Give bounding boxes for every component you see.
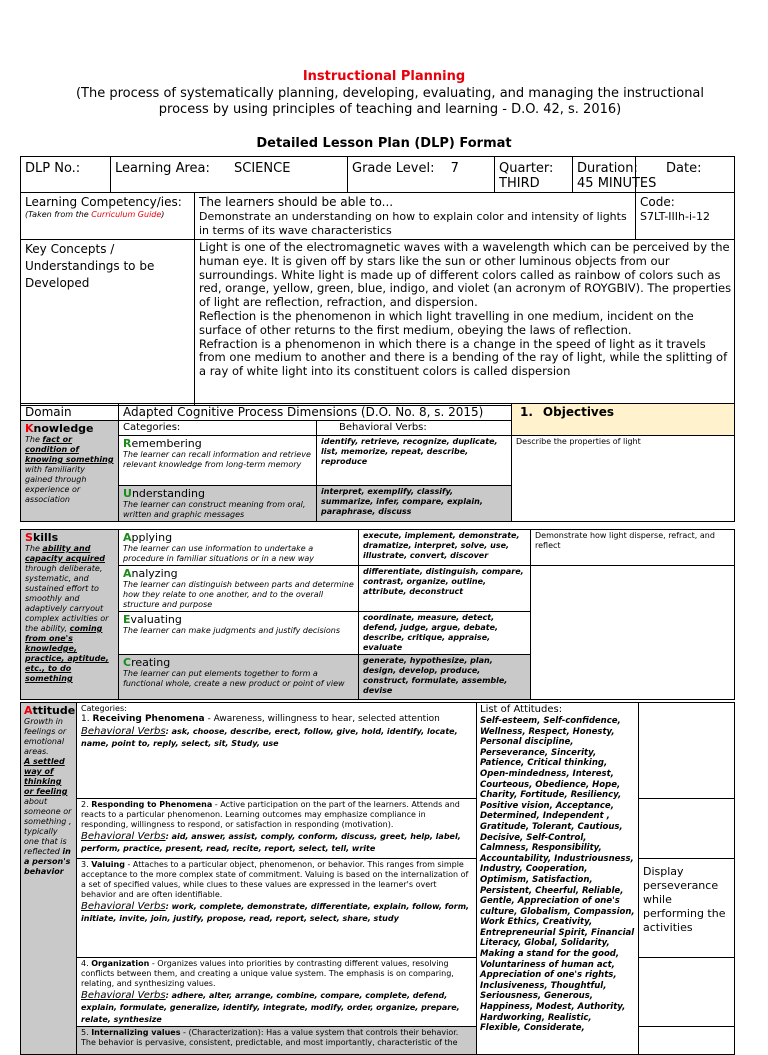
applying-verbs: execute, implement, demonstrate, dramatize, interpret, solve, use, illustrate, convert, discover (359, 530, 531, 566)
code-value: S7LT-IIIh-i-12 (640, 210, 711, 223)
skills-objective: Demonstrate how light disperse, refract, and reflect (531, 530, 735, 566)
dlp-table-knowledge (20, 403, 735, 522)
understanding-verbs: interpret, exemplify, classify, summarize, infer, compare, explain, paraphrase, discuss (317, 486, 512, 522)
quarter-label: Quarter: (499, 161, 554, 176)
attitude-title: Attitude (24, 704, 76, 717)
knowledge-objective: Describe the properties of light (512, 436, 735, 522)
understanding-title: Understanding (123, 487, 205, 500)
attitude-receiving-cell (77, 703, 477, 799)
attitude-objective-blank-2 (639, 799, 735, 859)
dimensions-header: Adapted Cognitive Process Dimensions (D.O. No. 8, s. 2015) (119, 404, 512, 421)
learning-area-cell (111, 157, 348, 193)
attitude-valuing-cell (77, 859, 477, 958)
organization-verbs: Behavioral Verbs: adhere, alter, arrange, combine, compare, complete, defend, explain, formulate, generalize, identify, integrate, modify, order, organize, prepare, relate, synthesize (81, 990, 460, 1024)
knowledge-desc: The fact or condition of knowing something with familiarity gained through experience or association (25, 435, 114, 504)
attitude-objective-blank-5 (639, 1027, 735, 1055)
attitude-objective-blank-1 (639, 703, 735, 799)
attitude-objective-blank-4 (639, 958, 735, 1027)
duration-value: 45 MINUTES (577, 176, 657, 191)
duration-label: Duration: (577, 161, 638, 176)
competency-label: Learning Competency/ies: (25, 195, 182, 209)
dlp-table-attitude (20, 702, 735, 1055)
remembering-row (21, 436, 735, 486)
competency-intro: The learners should be able to... (199, 195, 394, 209)
competency-text-cell (195, 193, 636, 240)
attitude-desc: Growth in feelings or emotional areas. A settled way of thinking or feeling about someone or something , typically one that is reflected in a person's behavior (24, 717, 72, 876)
dlp-format-title: Detailed Lesson Plan (DLP) Format (256, 136, 512, 151)
analyzing-row (21, 566, 735, 612)
dlp-table-skills (20, 529, 735, 700)
evaluating-desc: The learner can make judgments and justify decisions (123, 626, 341, 635)
key-concepts-p3: Refraction is a phenomenon in which there is a change in the speed of light as it travels from one medium to another and there is a bending of the ray of light, while the splitting of a ray of white light into its constituent colors is called dispersion (199, 336, 728, 379)
receiving-verbs: Behavioral Verbs: ask, choose, describe, erect, follow, give, hold, identify, locate, name, point to, reply, select, sit, Study, use (81, 726, 458, 748)
competency-row (21, 193, 735, 240)
competency-note: (Taken from the Curriculum Guide) (25, 210, 165, 219)
page-subtitle: (The process of systematically planning, developing, evaluating, and managing the instructional process by using principles of teaching and learning - D.O. 42, s. 2016) (75, 86, 705, 117)
evaluating-verbs: coordinate, measure, detect, defend, judge, argue, debate, describe, critique, appraise, evaluate (359, 612, 531, 655)
key-concepts-p1: Light is one of the electromagnetic waves with a wavelength which can be perceived by the human eye. It is given off by stars like the sun or other luminous objects from our surroundings. White light is made up of different colors called as rainbow of colors such as red, orange, yellow, green, blue, indigo, and violet (an acronym of ROYGBIV). The properties of light are reflection, refraction, and dispersion. (199, 240, 732, 310)
duration-cell (573, 157, 657, 193)
skills-domain-cell (21, 530, 119, 700)
key-concepts-row (21, 240, 735, 406)
attitude-domain-cell (21, 703, 77, 1055)
domain-header: Domain (21, 404, 119, 421)
internalizing-desc: 5. Internalizing values - (Characterization): Has a value system that controls their behavior. The behavior is pervasive, consistent, predictable, and most importantly, characteristic of the (81, 1028, 459, 1047)
remembering-cell (119, 436, 317, 486)
competency-text: Demonstrate an understanding on how to explain color and intensity of lights in terms of its wave characteristics (199, 210, 627, 237)
understanding-desc: The learner can construct meaning from oral, written and graphic messages (123, 500, 306, 519)
attitude-row-1 (21, 703, 735, 799)
creating-desc: The learner can put elements together to form a functional whole, create a new product or point of view (123, 669, 345, 688)
quarter-value: THIRD (499, 176, 540, 191)
grade-level-label: Grade Level: (352, 161, 435, 176)
attitude-organization-cell (77, 958, 477, 1027)
objectives-header: 1. Objectives (512, 404, 735, 436)
remembering-title: Remembering (123, 437, 202, 450)
attitude-responding-cell (77, 799, 477, 859)
creating-verbs: generate, hypothesize, plan, design, develop, produce, construct, formulate, assemble, devise (359, 655, 531, 700)
responding-desc: 2. Responding to Phenomena - Active participation on the part of the learners. Attends and reacts to a particular phenomenon. Learning outcomes may emphasize compliance in responding, willingness to respond, or satisfaction in responding (motivation). (81, 800, 460, 829)
attitude-objective: Display perseverance while performing the activities (639, 859, 735, 958)
skills-objective-blank (531, 566, 735, 700)
organization-desc: 4. Organization - Organizes values into priorities by contrasting different values, resolving conflicts between them, and creating a unique value system. The emphasis is on comparing, relating, and synthesizing values. (81, 959, 454, 988)
attitude-list-cell (477, 703, 639, 1055)
competency-code-cell (636, 193, 735, 240)
evaluating-title: Evaluating (123, 613, 182, 626)
creating-cell (119, 655, 359, 700)
dlp-no-label: DLP No.: (21, 157, 111, 193)
page-title: Instructional Planning (302, 69, 466, 84)
analyzing-title: Analyzing (123, 567, 178, 580)
key-concepts-p2: Reflection is the phenomenon in which light travelling in one medium, incident on the surface of other returns to the first medium, obeying the laws of reflection. (199, 308, 694, 337)
skills-desc: The ability and capacity acquired through deliberate, systematic, and sustained effort to smoothly and adaptively carryout complex activities or the ability, coming from one's knowledge, practice, aptitude, etc., to do something (25, 544, 109, 683)
dlp-table-main (20, 156, 735, 406)
code-label: Code: (640, 195, 675, 209)
info-row (21, 157, 735, 193)
categories-label: Categories: (119, 421, 317, 436)
domain-header-row (21, 404, 735, 421)
applying-row (21, 530, 735, 566)
attitude-list: Self-esteem, Self-confidence, Wellness, Respect, Honesty, Personal discipline, Perseverance, Sincerity, Patience, Critical thinking, Open-mindedness, Interest, Courteous, Obedience, Hope, Charity, Fortitude, Resiliency, Positive vision, Acceptance, Determined, Independent , Gratitude, Tolerant, Cautious, Decisive, Self-Control, Calmness, Responsibility, Accountability, Industriousness, Industry, Cooperation, Optimism, Satisfaction, Persistent, Cheerful, Reliable, Gentle, Appreciation of one's culture, Globalism, Compassion, Work Ethics, Creativity, Entrepreneurial Spirit, Financial Literacy, Global, Solidarity, Making a stand for the good, Voluntariness of human act, Appreciation of one's rights, Inclusiveness, Thoughtful, Seriousness, Generous, Happiness, Modest, Authority, Hardworking, Realistic, Flexible, Considerate, (480, 716, 635, 1034)
analyzing-cell (119, 566, 359, 612)
attitude-list-title: List of Attitudes: (480, 704, 563, 715)
applying-title: Applying (123, 531, 173, 544)
knowledge-title: Knowledge (25, 422, 94, 435)
skills-title: Skills (25, 531, 59, 544)
remembering-verbs: identify, retrieve, recognize, duplicate, list, memorize, repeat, describe, reproduce (317, 436, 512, 486)
key-concepts-label: Key Concepts / Understandings to be Developed (21, 240, 195, 406)
valuing-verbs: Behavioral Verbs: work, complete, demonstrate, differentiate, explain, follow, form, initiate, invite, join, justify, propose, read, report, select, share, study (81, 901, 470, 923)
grade-level-value: 7 (450, 161, 459, 176)
behavioral-verbs-label: Behavioral Verbs: (317, 421, 512, 436)
analyzing-verbs: differentiate, distinguish, compare, contrast, organize, outline, attribute, deconstruct (359, 566, 531, 612)
applying-desc: The learner can use information to undertake a procedure in familiar situations or in a new way (123, 544, 315, 563)
date-label: Date: (636, 157, 735, 193)
key-concepts-text (195, 240, 735, 406)
grade-level-cell (348, 157, 495, 193)
attitude-internalizing-cell (77, 1027, 477, 1055)
applying-cell (119, 530, 359, 566)
quarter-cell (495, 157, 573, 193)
receiving-title: 1. Receiving Phenomena - Awareness, willingness to hear, selected attention (81, 714, 440, 724)
knowledge-domain-cell (21, 421, 119, 522)
learning-area-value: SCIENCE (234, 161, 291, 176)
competency-label-cell (21, 193, 195, 240)
evaluating-cell (119, 612, 359, 655)
analyzing-desc: The learner can distinguish between parts and determine how they relate to one another, and to the overall structure and purpose (123, 580, 354, 609)
responding-verbs: Behavioral Verbs: aid, answer, assist, comply, conform, discuss, greet, help, label, perform, practice, present, read, recite, report, select, tell, write (81, 831, 461, 853)
creating-title: Creating (123, 656, 171, 669)
learning-area-label: Learning Area: (115, 161, 210, 176)
valuing-desc: 3. Valuing - Attaches to a particular object, phenomenon, or behavior. This ranges from simple acceptance to the more complex state of commitment. Valuing is based on the internalization of a set of specified values, while clues to these values are expressed in the learner's overt behavior and are often identifiable. (81, 860, 469, 899)
remembering-desc: The learner can recall information and retrieve relevant knowledge from long-term memory (123, 450, 311, 469)
attitude-categories-label: Categories: (81, 704, 127, 713)
understanding-cell (119, 486, 317, 522)
